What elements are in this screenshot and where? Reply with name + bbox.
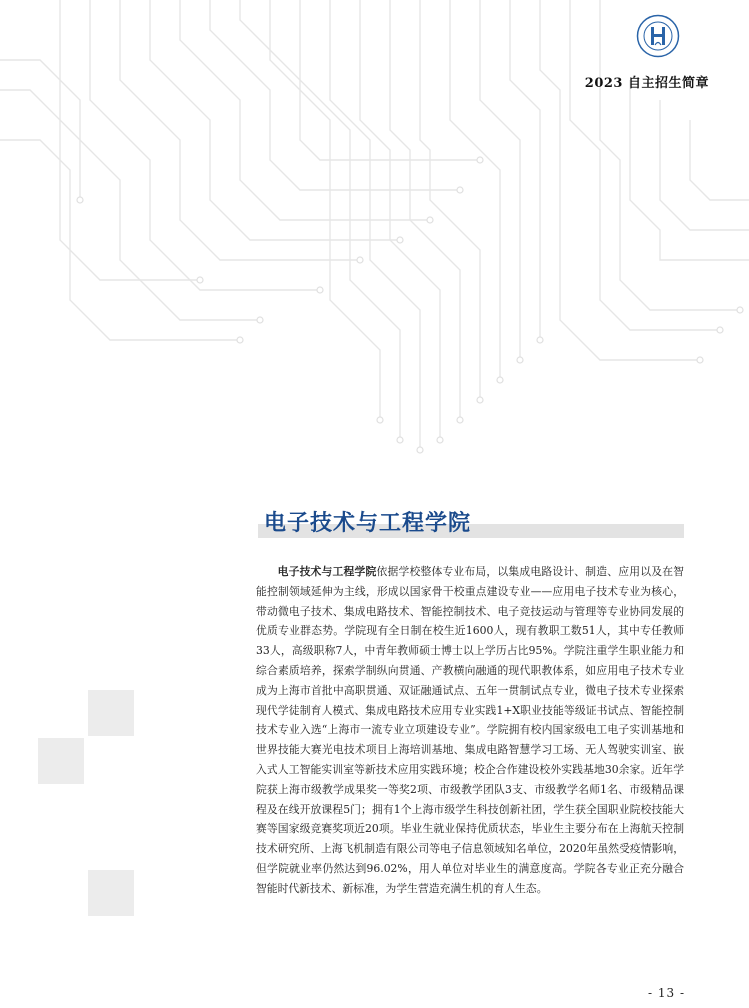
paragraph-text: 依据学校整体专业布局，以集成电路设计、制造、应用以及在智能控制领域延伸为主线，形成以国家骨干校重点建设专业——应用电子技术专业为核心，带动微电子技术、集成电路技术、智能控制技术、电子竞技运动与管理等专业协同发展的优质专业群态势。学院现有全日制在校生近1600人，现有教职工数51人，其中专任教师33人，高级职称7人，中青年教师硕士博士以上学历占比95%。学院注重学生职业能力和综合素质培养，探索学制纵向贯通、产教横向融通的现代职教体系，如应用电子技术专业成为上海市首批中高职贯通、双证融通试点、五年一贯制试点专业，微电子技术专业探索现代学徒制育人模式、集成电路技术应用专业实践1+X职业技能等级证书试点、智能控制技术专业入选“上海市一流专业立项建设专业”。学院拥有校内国家级电工电子实训基地和世界技能大赛光电技术项目上海培训基地、集成电路智慧学习工场、无人驾驶实训室、嵌入式人工智能实训室等新技术应用实践环境；校企合作建设校外实践基地30余家。近年学院获上海市级教学成果奖一等奖2项、市级教学团队3支、市级教学名师1名、市级精品课程及在线开放课程5门；拥有1个上海市级学生科技创新社团，学生获全国职业院校技能大赛等国家级竞赛奖项近20项。毕业生就业保持优质状态，毕业生主要分布在上海航天控制技术研究所、上海飞机制造有限公司等电子信息领域知名单位，2020年虽然受疫情影响，但学院就业率仍然达到96.02%，用人单位对毕业生的满意度高。学院各专业正充分融合智能时代新技术、新标准，为学生营造充满生机的育人生态。 xyxy=(256,565,685,895)
page-number: - 13 - xyxy=(648,986,686,1000)
university-logo-icon xyxy=(636,14,680,58)
header-title: 2023 自主招生简章 xyxy=(584,76,709,91)
decorative-square xyxy=(38,738,84,784)
decorative-square xyxy=(88,870,134,916)
decorative-square xyxy=(88,690,134,736)
circuit-background-pattern xyxy=(0,0,749,470)
section-title: 电子技术与工程学院 xyxy=(264,511,472,536)
paragraph-lead: 电子技术与工程学院 xyxy=(277,565,377,578)
body-paragraph xyxy=(256,562,684,899)
